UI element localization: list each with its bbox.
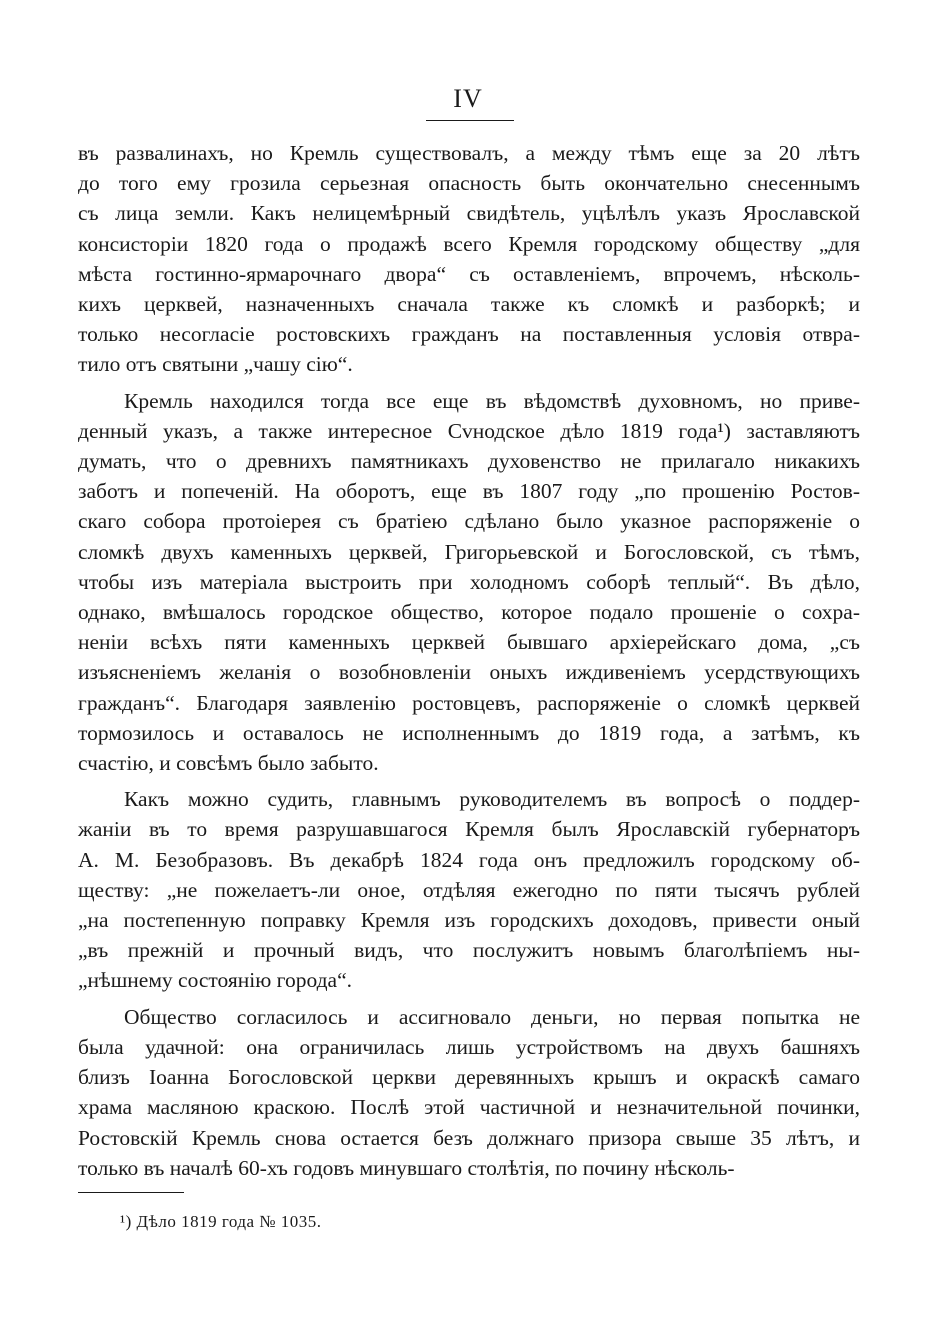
body-text — [78, 138, 860, 1183]
text-line: однако, вмѣшалось городское общество, которое подало прошеніе о сохра- — [78, 600, 860, 625]
text-line: тило отъ святыни „чашу сію“. — [78, 352, 353, 377]
text-line: только въ началѣ 60-хъ годовъ минувшаго столѣтія, по почину нѣсколь- — [78, 1155, 735, 1180]
text-line: А. М. Безобразовъ. Въ декабрѣ 1824 года онъ предложилъ городскому об- — [78, 847, 860, 872]
text-line: „въ прежній и прочный видъ, что послужитъ новымъ благолѣпіемъ ны- — [78, 938, 860, 963]
paragraph — [78, 386, 860, 779]
text-line: гражданъ“. Благодаря заявленію ростовцевъ, распоряженіе о сломкѣ церквей — [78, 690, 860, 715]
text-line: мѣста гостинно-ярмарочнаго двора“ съ оставленіемъ, впрочемъ, нѣсколь- — [78, 261, 860, 286]
text-line: близъ Іоанна Богословской церкви деревянныхъ крышъ и окраскѣ самаго — [78, 1065, 860, 1090]
text-line: изъясненіемъ желанія о возобновленіи оныхъ иждивеніемъ усердствующихъ — [78, 660, 860, 685]
footnote: ¹) Дѣло 1819 года № 1035. — [120, 1212, 322, 1231]
text-line: Общество согласилось и ассигновало деньги, но первая попытка не — [124, 1004, 860, 1029]
text-line: ществу: „не пожелаетъ-ли оное, отдѣляя ежегодно по пяти тысячъ рублей — [78, 877, 860, 902]
text-line: денный указъ, а также интересное Сvнодское дѣло 1819 года¹) заставляютъ — [78, 418, 860, 443]
text-line: съ лица земли. Какъ нелицемѣрный свидѣтель, уцѣлѣлъ указъ Ярославской — [78, 201, 860, 226]
text-line: „нѣшнему состоянію города“. — [78, 968, 352, 993]
text-line: была удачной: она ограничилась лишь устройствомъ на двухъ башняхъ — [78, 1034, 860, 1059]
text-line: неніи всѣхъ пяти каменныхъ церквей бывшаго архіерейскаго дома, „съ — [78, 630, 860, 655]
footnote-rule — [78, 1192, 184, 1193]
text-line: скаго собора протоіерея съ братіею сдѣлано было указное распоряженіе о — [78, 509, 860, 534]
paragraph — [78, 784, 860, 995]
text-line: только несогласіе ростовскихъ гражданъ на поставленныя условія отвра- — [78, 322, 860, 347]
text-line: счастію, и совсѣмъ было забыто. — [78, 751, 379, 776]
text-line: храма масляною краскою. Послѣ этой частичной и незначительной починки, — [78, 1095, 860, 1120]
text-line: сломкѣ двухъ каменныхъ церквей, Григорьевской и Богословской, съ тѣмъ, — [78, 539, 860, 564]
page-number: IV — [453, 84, 483, 113]
paragraph — [78, 138, 860, 380]
text-line: тормозилось и оставалось не исполненнымъ до 1819 года, а затѣмъ, къ — [78, 720, 860, 745]
header-rule — [426, 120, 514, 121]
text-line: до того ему грозила серьезная опасность быть окончательно снесеннымъ — [78, 171, 860, 196]
paragraph — [78, 1002, 860, 1183]
text-line: думать, что о древнихъ памятникахъ духовенство не прилагало никакихъ — [78, 449, 860, 474]
text-line: Ростовскій Кремль снова остается безъ должнаго призора свыше 35 лѣтъ, и — [78, 1125, 860, 1150]
text-line: кихъ церквей, назначенныхъ сначала также къ сломкѣ и разборкѣ; и — [78, 292, 860, 317]
text-line: консисторіи 1820 года о продажѣ всего Кремля городскому обществу „для — [78, 231, 860, 256]
text-line: „на постепенную поправку Кремля изъ городскихъ доходовъ, привести оный — [78, 908, 860, 933]
text-line: чтобы изъ матеріала выстроить при холодномъ соборѣ теплый“. Въ дѣло, — [78, 569, 860, 594]
text-line: заботъ и попеченій. На оборотъ, еще въ 1807 году „по прошенію Ростов- — [78, 479, 860, 504]
text-line: въ развалинахъ, но Кремль существовалъ, а между тѣмъ еще за 20 лѣтъ — [78, 141, 860, 165]
text-line: жаніи въ то время разрушавшагося Кремля былъ Ярославскій губернаторъ — [78, 817, 860, 842]
text-line: Кремль находился тогда все еще въ вѣдомствѣ духовномъ, но приве- — [124, 388, 860, 413]
text-line: Какъ можно судить, главнымъ руководителемъ въ вопросѣ о поддер- — [124, 787, 860, 812]
